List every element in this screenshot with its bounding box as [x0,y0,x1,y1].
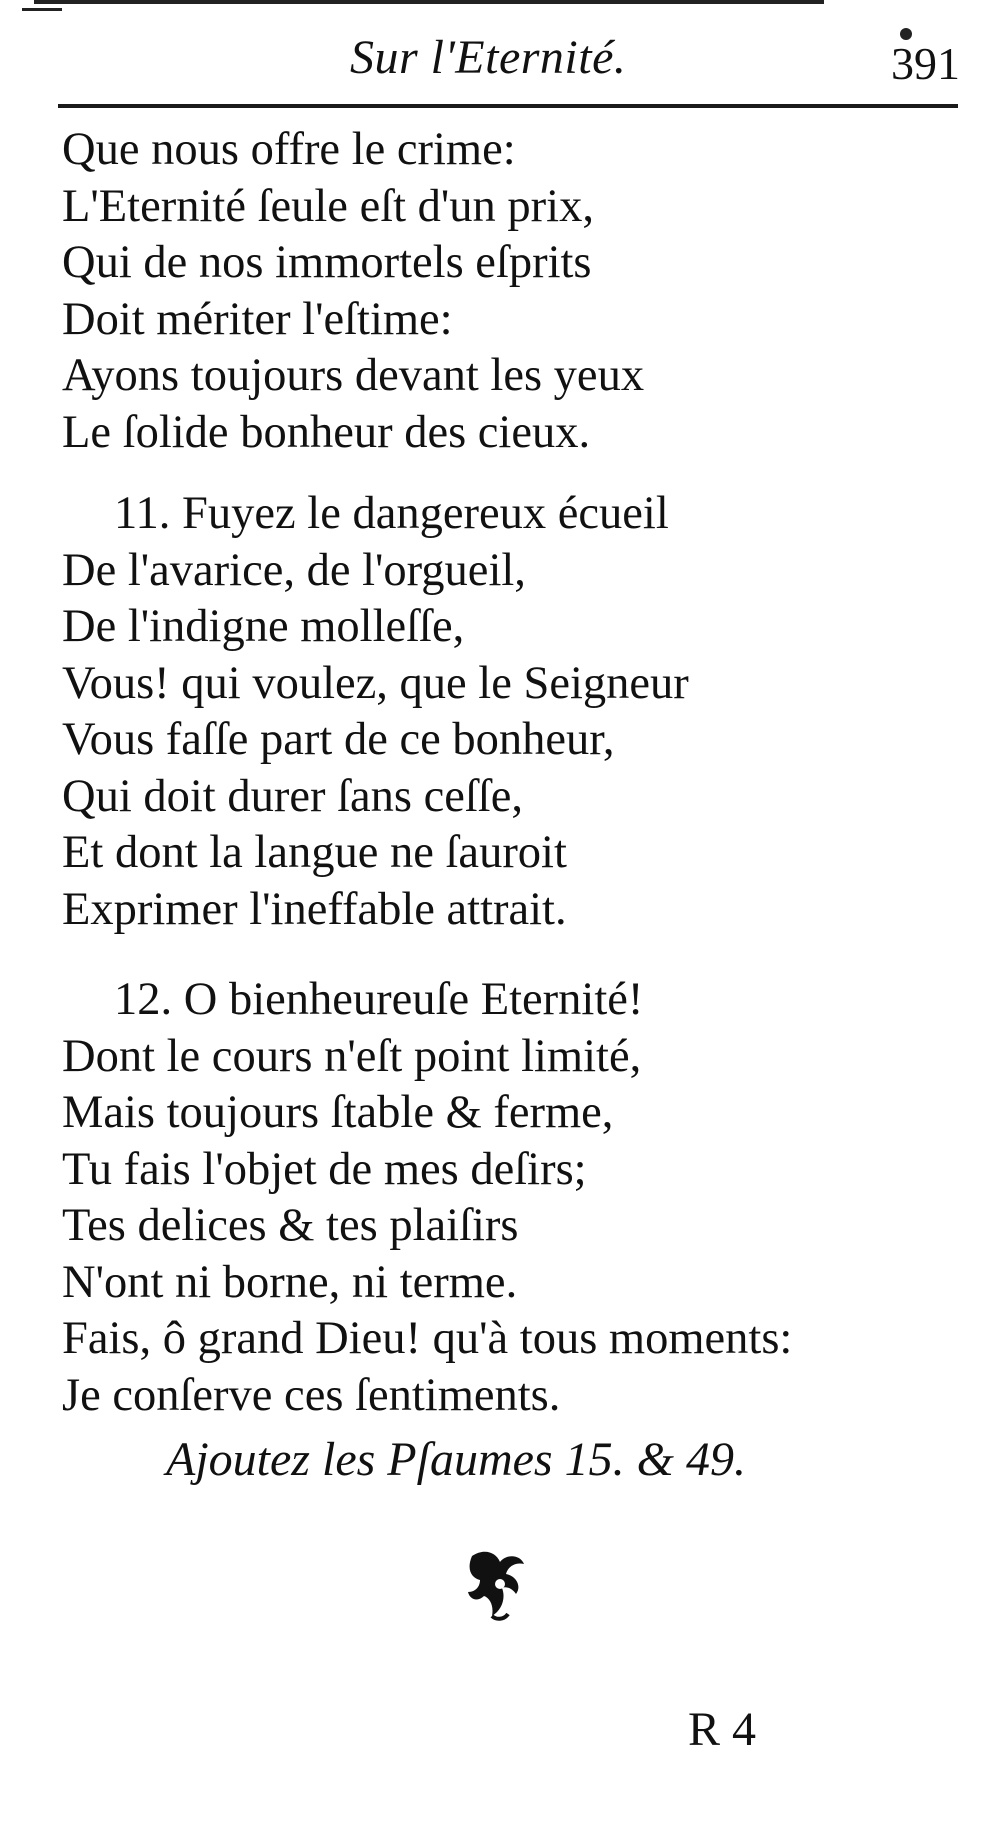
verse-line: Le ſolide bonheur des cieux. [62,406,591,458]
verse-line: N'ont ni borne, ni terme. [62,1256,518,1308]
stanza-12 [62,972,962,1424]
verse-line: L'Eternité ſeule eſt d'un prix, [62,180,594,232]
fleuron-ornament-icon [462,1546,532,1622]
top-edge-rule [34,0,824,4]
signature-mark: R 4 [688,1703,757,1756]
verse-line-numbered: 12. O bienheureuſe Eternité! [114,974,644,1025]
verse-line: Et dont la langue ne ſauroit [62,827,567,878]
verse-line: Vous! qui voulez, que le Seigneur [62,657,689,709]
verse-line: Dont le cours n'eſt point limité, [62,1030,642,1082]
verse-line: Que nous offre le crime: [62,124,516,175]
verse-line: Mais toujours ſtable & ferme, [62,1087,614,1138]
verse-line: Qui de nos immortels eſprits [62,237,592,288]
verse-line: Tu fais l'objet de mes deſirs; [62,1143,587,1195]
verse-line: De l'indigne molleſſe, [62,601,465,652]
verse-line: Qui doit durer ſans ceſſe, [62,770,523,822]
verse-line: Ayons toujours devant les yeux [62,350,645,401]
page-number: 391 [891,38,960,89]
verse-line: Vous faſſe part de ce bonheur, [62,714,615,765]
verse-line: De l'avarice, de l'orgueil, [62,544,526,596]
verse-line-numbered: 11. Fuyez le dangereux écueil [114,488,669,539]
stanza-10-continuation [62,122,962,461]
verse-line: Je conſerve ces ſentiments. [62,1369,561,1421]
verse-line: Doit mériter l'eſtime: [62,293,453,345]
verse-line: Tes delices & tes plaiſirs [62,1200,519,1251]
psalm-reference: Ajoutez les Pſaumes 15. & 49. [166,1433,746,1486]
stanza-11 [62,486,962,938]
running-title: Sur l'Eternité. [350,31,627,84]
verse-line: Exprimer l'ineffable attrait. [62,883,567,935]
verse-line: Fais, ô grand Dieu! qu'à tous moments: [62,1313,793,1364]
header-rule [58,104,958,108]
page-header [60,20,960,90]
